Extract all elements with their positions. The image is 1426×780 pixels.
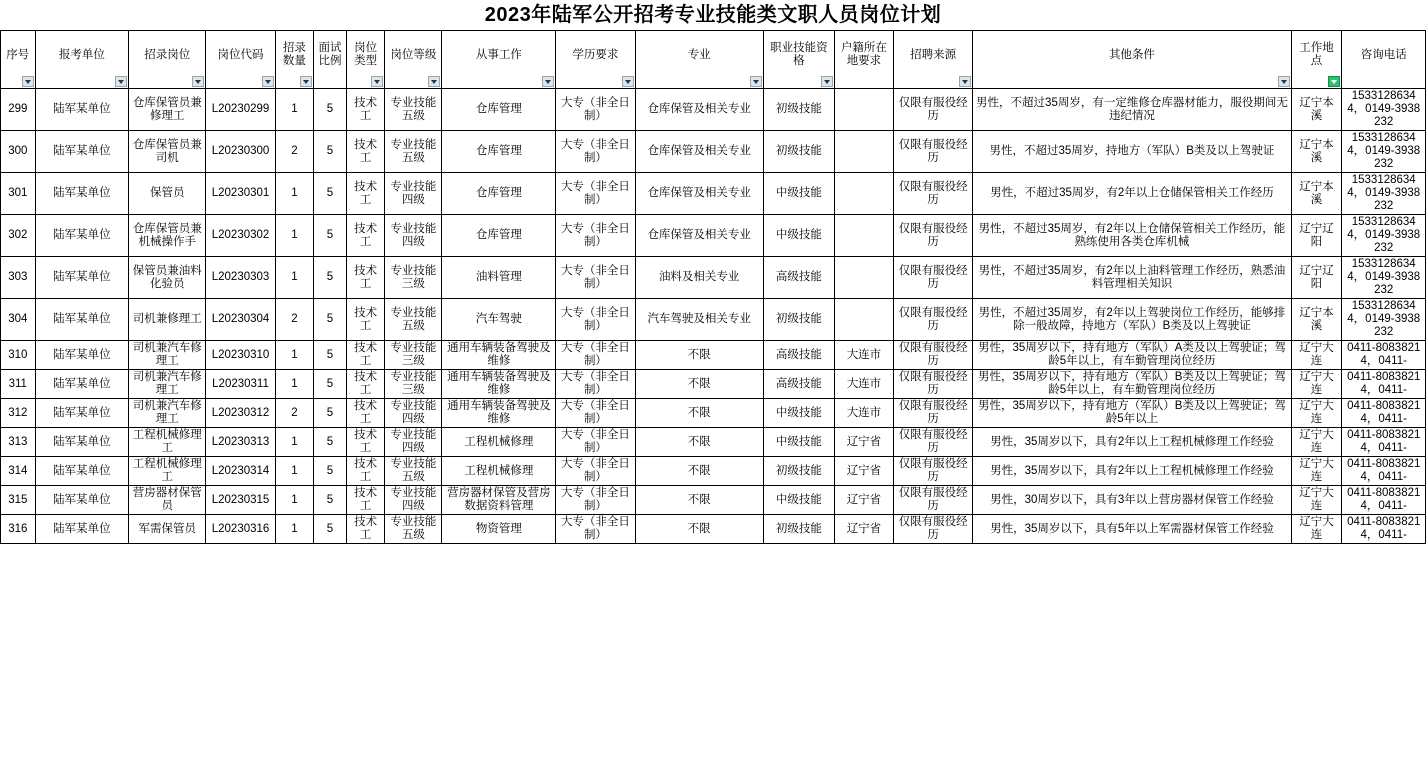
- cell-post: 营房器材保管员: [129, 486, 206, 515]
- cell-place: 辽宁大连: [1291, 428, 1342, 457]
- cell-work: 物资管理: [442, 515, 556, 544]
- cell-major: 仓库保管及相关专业: [635, 215, 763, 257]
- cell-type: 技术工: [346, 257, 385, 299]
- cell-post: 仓库保管员兼修理工: [129, 89, 206, 131]
- cell-work: 仓库管理: [442, 89, 556, 131]
- column-header-1: [35, 31, 129, 89]
- cell-other: 男性，不超过35周岁，持地方（军队）B类及以上驾驶证: [973, 131, 1291, 173]
- cell-count: 1: [275, 215, 314, 257]
- cell-post: 仓库保管员兼司机: [129, 131, 206, 173]
- column-header-label: 工作地点: [1299, 42, 1334, 67]
- cell-phone: 0411-80838214，0411-: [1342, 486, 1426, 515]
- cell-other: 男性，35周岁以下，持有地方（军队）B类及以上驾驶证；驾龄5年以上: [973, 399, 1291, 428]
- cell-count: 2: [275, 399, 314, 428]
- cell-hukou: [834, 89, 893, 131]
- cell-skill: 初级技能: [763, 131, 834, 173]
- cell-other: 男性，30周岁以下，具有3年以上营房器材保管工作经验: [973, 486, 1291, 515]
- cell-work: 油料管理: [442, 257, 556, 299]
- cell-place: 辽宁本溪: [1291, 299, 1342, 341]
- cell-place: 辽宁大连: [1291, 457, 1342, 486]
- filter-dropdown-icon[interactable]: [262, 76, 274, 87]
- cell-unit: 陆军某单位: [35, 486, 129, 515]
- cell-type: 技术工: [346, 370, 385, 399]
- cell-post: 司机兼汽车修理工: [129, 341, 206, 370]
- cell-type: 技术工: [346, 457, 385, 486]
- cell-type: 技术工: [346, 341, 385, 370]
- cell-count: 1: [275, 428, 314, 457]
- filter-dropdown-icon[interactable]: [622, 76, 634, 87]
- cell-other: 男性，35周岁以下，具有5年以上军需器材保管工作经验: [973, 515, 1291, 544]
- cell-major: 仓库保管及相关专业: [635, 131, 763, 173]
- column-header-15: [1291, 31, 1342, 89]
- column-header-16: [1342, 31, 1426, 89]
- cell-phone: 15331286344，0149-3938232: [1342, 257, 1426, 299]
- cell-major: 不限: [635, 370, 763, 399]
- cell-ratio: 5: [314, 257, 347, 299]
- cell-level: 专业技能四级: [385, 173, 442, 215]
- cell-code: L20230303: [206, 257, 275, 299]
- cell-code: L20230316: [206, 515, 275, 544]
- cell-code: L20230315: [206, 486, 275, 515]
- cell-edu: 大专（非全日制）: [556, 428, 635, 457]
- filter-dropdown-icon[interactable]: [192, 76, 204, 87]
- cell-unit: 陆军某单位: [35, 215, 129, 257]
- cell-level: 专业技能三级: [385, 370, 442, 399]
- column-header-label: 岗位等级: [390, 48, 437, 61]
- cell-skill: 高级技能: [763, 341, 834, 370]
- cell-edu: 大专（非全日制）: [556, 173, 635, 215]
- cell-no: 316: [1, 515, 36, 544]
- cell-edu: 大专（非全日制）: [556, 215, 635, 257]
- table-row: [1, 341, 1426, 370]
- cell-phone: 0411-80838214，0411-: [1342, 428, 1426, 457]
- cell-count: 1: [275, 370, 314, 399]
- cell-level: 专业技能五级: [385, 89, 442, 131]
- cell-skill: 中级技能: [763, 215, 834, 257]
- cell-unit: 陆军某单位: [35, 428, 129, 457]
- cell-post: 军需保管员: [129, 515, 206, 544]
- cell-work: 工程机械修理: [442, 428, 556, 457]
- cell-source: 仅限有服役经历: [893, 457, 972, 486]
- column-header-label: 招录数量: [282, 42, 306, 67]
- column-header-6: [346, 31, 385, 89]
- cell-work: 仓库管理: [442, 215, 556, 257]
- cell-skill: 初级技能: [763, 89, 834, 131]
- cell-hukou: 大连市: [834, 341, 893, 370]
- cell-place: 辽宁大连: [1291, 399, 1342, 428]
- cell-work: 工程机械修理: [442, 457, 556, 486]
- cell-ratio: 5: [314, 515, 347, 544]
- column-header-label: 户籍所在地要求: [840, 42, 887, 67]
- cell-level: 专业技能四级: [385, 215, 442, 257]
- cell-phone: 0411-80838214，0411-: [1342, 370, 1426, 399]
- filter-dropdown-icon[interactable]: [1278, 76, 1290, 87]
- cell-code: L20230312: [206, 399, 275, 428]
- cell-hukou: 大连市: [834, 370, 893, 399]
- cell-source: 仅限有服役经历: [893, 399, 972, 428]
- cell-major: 不限: [635, 457, 763, 486]
- cell-edu: 大专（非全日制）: [556, 486, 635, 515]
- cell-phone: 0411-80838214，0411-: [1342, 341, 1426, 370]
- cell-type: 技术工: [346, 131, 385, 173]
- column-header-14: [973, 31, 1291, 89]
- cell-no: 300: [1, 131, 36, 173]
- cell-major: 汽车驾驶及相关专业: [635, 299, 763, 341]
- cell-ratio: 5: [314, 89, 347, 131]
- cell-post: 保管员: [129, 173, 206, 215]
- column-header-5: [314, 31, 347, 89]
- cell-other: 男性，35周岁以下，具有2年以上工程机械修理工作经验: [973, 457, 1291, 486]
- cell-skill: 初级技能: [763, 457, 834, 486]
- column-header-label: 其他条件: [1108, 48, 1155, 61]
- job-plan-table: [0, 30, 1426, 544]
- cell-source: 仅限有服役经历: [893, 486, 972, 515]
- cell-work: 仓库管理: [442, 131, 556, 173]
- cell-ratio: 5: [314, 341, 347, 370]
- cell-count: 1: [275, 89, 314, 131]
- cell-no: 313: [1, 428, 36, 457]
- cell-edu: 大专（非全日制）: [556, 89, 635, 131]
- cell-phone: 0411-80838214，0411-: [1342, 457, 1426, 486]
- cell-skill: 高级技能: [763, 370, 834, 399]
- cell-hukou: 辽宁省: [834, 515, 893, 544]
- cell-other: 男性，不超过35周岁，有2年以上油料管理工作经历，熟悉油料管理相关知识: [973, 257, 1291, 299]
- cell-post: 工程机械修理工: [129, 428, 206, 457]
- column-header-4: [275, 31, 314, 89]
- cell-type: 技术工: [346, 428, 385, 457]
- filter-dropdown-icon[interactable]: [300, 76, 312, 87]
- column-header-label: 序号: [6, 48, 30, 61]
- cell-other: 男性，不超过35周岁，有一定维修仓库器材能力，服役期间无违纪情况: [973, 89, 1291, 131]
- cell-unit: 陆军某单位: [35, 299, 129, 341]
- table-row: [1, 299, 1426, 341]
- cell-level: 专业技能五级: [385, 515, 442, 544]
- cell-level: 专业技能五级: [385, 299, 442, 341]
- cell-skill: 中级技能: [763, 399, 834, 428]
- cell-edu: 大专（非全日制）: [556, 515, 635, 544]
- column-header-label: 报考单位: [58, 48, 105, 61]
- cell-phone: 15331286344，0149-3938232: [1342, 131, 1426, 173]
- cell-place: 辽宁大连: [1291, 486, 1342, 515]
- cell-phone: 0411-80838214，0411-: [1342, 515, 1426, 544]
- cell-place: 辽宁本溪: [1291, 173, 1342, 215]
- cell-source: 仅限有服役经历: [893, 370, 972, 399]
- column-header-label: 面试比例: [318, 42, 342, 67]
- column-header-label: 专业: [687, 48, 711, 61]
- cell-major: 不限: [635, 399, 763, 428]
- filter-dropdown-icon[interactable]: [115, 76, 127, 87]
- cell-source: 仅限有服役经历: [893, 131, 972, 173]
- column-header-9: [556, 31, 635, 89]
- cell-skill: 高级技能: [763, 257, 834, 299]
- cell-skill: 中级技能: [763, 173, 834, 215]
- cell-ratio: 5: [314, 173, 347, 215]
- cell-count: 1: [275, 173, 314, 215]
- column-header-10: [635, 31, 763, 89]
- cell-hukou: [834, 215, 893, 257]
- cell-level: 专业技能五级: [385, 131, 442, 173]
- table-row: [1, 131, 1426, 173]
- cell-phone: 15331286344，0149-3938232: [1342, 299, 1426, 341]
- cell-no: 299: [1, 89, 36, 131]
- cell-code: L20230304: [206, 299, 275, 341]
- cell-edu: 大专（非全日制）: [556, 457, 635, 486]
- cell-place: 辽宁辽阳: [1291, 257, 1342, 299]
- filter-dropdown-icon[interactable]: [821, 76, 833, 87]
- cell-post: 司机兼汽车修理工: [129, 370, 206, 399]
- cell-source: 仅限有服役经历: [893, 515, 972, 544]
- cell-type: 技术工: [346, 486, 385, 515]
- cell-skill: 初级技能: [763, 515, 834, 544]
- cell-code: L20230299: [206, 89, 275, 131]
- table-row: [1, 370, 1426, 399]
- cell-level: 专业技能四级: [385, 486, 442, 515]
- cell-place: 辽宁辽阳: [1291, 215, 1342, 257]
- cell-edu: 大专（非全日制）: [556, 257, 635, 299]
- cell-phone: 15331286344，0149-3938232: [1342, 173, 1426, 215]
- cell-no: 310: [1, 341, 36, 370]
- cell-skill: 初级技能: [763, 299, 834, 341]
- column-header-8: [442, 31, 556, 89]
- cell-code: L20230311: [206, 370, 275, 399]
- cell-unit: 陆军某单位: [35, 370, 129, 399]
- filter-dropdown-icon[interactable]: [959, 76, 971, 87]
- column-header-label: 学历要求: [572, 48, 619, 61]
- filter-dropdown-icon[interactable]: [750, 76, 762, 87]
- cell-ratio: 5: [314, 215, 347, 257]
- cell-major: 油料及相关专业: [635, 257, 763, 299]
- column-header-label: 招聘来源: [910, 48, 957, 61]
- column-header-label: 从事工作: [475, 48, 522, 61]
- cell-type: 技术工: [346, 173, 385, 215]
- table-row: [1, 486, 1426, 515]
- column-header-label: 咨询电话: [1360, 48, 1407, 61]
- column-header-label: 岗位类型: [354, 42, 378, 67]
- filter-dropdown-icon[interactable]: [1328, 76, 1340, 87]
- cell-count: 1: [275, 341, 314, 370]
- cell-major: 仓库保管及相关专业: [635, 89, 763, 131]
- cell-hukou: 辽宁省: [834, 428, 893, 457]
- cell-no: 312: [1, 399, 36, 428]
- cell-edu: 大专（非全日制）: [556, 399, 635, 428]
- cell-ratio: 5: [314, 486, 347, 515]
- cell-no: 302: [1, 215, 36, 257]
- cell-place: 辽宁大连: [1291, 370, 1342, 399]
- cell-skill: 中级技能: [763, 486, 834, 515]
- cell-other: 男性，不超过35周岁，有2年以上驾驶岗位工作经历，能够排除一般故障，持地方（军队）B类及以上驾驶证: [973, 299, 1291, 341]
- cell-code: L20230300: [206, 131, 275, 173]
- table-row: [1, 399, 1426, 428]
- cell-unit: 陆军某单位: [35, 131, 129, 173]
- cell-edu: 大专（非全日制）: [556, 131, 635, 173]
- cell-work: 通用车辆装备驾驶及维修: [442, 370, 556, 399]
- cell-post: 工程机械修理工: [129, 457, 206, 486]
- cell-source: 仅限有服役经历: [893, 257, 972, 299]
- cell-unit: 陆军某单位: [35, 399, 129, 428]
- cell-ratio: 5: [314, 299, 347, 341]
- cell-major: 不限: [635, 515, 763, 544]
- cell-type: 技术工: [346, 515, 385, 544]
- table-row: [1, 457, 1426, 486]
- table-row: [1, 173, 1426, 215]
- cell-work: 营房器材保管及营房数据资料管理: [442, 486, 556, 515]
- cell-place: 辽宁本溪: [1291, 89, 1342, 131]
- cell-place: 辽宁大连: [1291, 515, 1342, 544]
- cell-unit: 陆军某单位: [35, 89, 129, 131]
- cell-type: 技术工: [346, 299, 385, 341]
- cell-post: 仓库保管员兼机械操作手: [129, 215, 206, 257]
- cell-post: 司机兼汽车修理工: [129, 399, 206, 428]
- cell-other: 男性，不超过35周岁，有2年以上仓储保管相关工作经历: [973, 173, 1291, 215]
- cell-hukou: 辽宁省: [834, 486, 893, 515]
- cell-ratio: 5: [314, 428, 347, 457]
- table-row: [1, 428, 1426, 457]
- cell-hukou: [834, 131, 893, 173]
- cell-post: 司机兼修理工: [129, 299, 206, 341]
- cell-count: 2: [275, 299, 314, 341]
- cell-source: 仅限有服役经历: [893, 341, 972, 370]
- cell-hukou: [834, 257, 893, 299]
- column-header-3: [206, 31, 275, 89]
- cell-major: 不限: [635, 486, 763, 515]
- cell-work: 通用车辆装备驾驶及维修: [442, 399, 556, 428]
- table-header-row: [1, 31, 1426, 89]
- cell-ratio: 5: [314, 131, 347, 173]
- cell-count: 1: [275, 486, 314, 515]
- cell-hukou: 大连市: [834, 399, 893, 428]
- filter-dropdown-icon[interactable]: [22, 76, 34, 87]
- cell-work: 仓库管理: [442, 173, 556, 215]
- cell-no: 315: [1, 486, 36, 515]
- cell-major: 不限: [635, 428, 763, 457]
- cell-post: 保管员兼油料化验员: [129, 257, 206, 299]
- cell-hukou: [834, 299, 893, 341]
- cell-phone: 15331286344，0149-3938232: [1342, 89, 1426, 131]
- cell-work: 汽车驾驶: [442, 299, 556, 341]
- cell-level: 专业技能三级: [385, 257, 442, 299]
- cell-place: 辽宁本溪: [1291, 131, 1342, 173]
- cell-count: 1: [275, 457, 314, 486]
- cell-unit: 陆军某单位: [35, 257, 129, 299]
- table-row: [1, 515, 1426, 544]
- cell-no: 303: [1, 257, 36, 299]
- filter-dropdown-icon[interactable]: [371, 76, 383, 87]
- table-row: [1, 89, 1426, 131]
- cell-code: L20230302: [206, 215, 275, 257]
- cell-place: 辽宁大连: [1291, 341, 1342, 370]
- cell-major: 不限: [635, 341, 763, 370]
- cell-no: 301: [1, 173, 36, 215]
- cell-count: 2: [275, 131, 314, 173]
- column-header-13: [893, 31, 972, 89]
- cell-level: 专业技能五级: [385, 457, 442, 486]
- page-title: 2023年陆军公开招考专业技能类文职人员岗位计划: [484, 4, 942, 26]
- cell-unit: 陆军某单位: [35, 457, 129, 486]
- cell-edu: 大专（非全日制）: [556, 370, 635, 399]
- cell-unit: 陆军某单位: [35, 515, 129, 544]
- cell-level: 专业技能四级: [385, 399, 442, 428]
- cell-count: 1: [275, 515, 314, 544]
- cell-level: 专业技能四级: [385, 428, 442, 457]
- cell-type: 技术工: [346, 89, 385, 131]
- cell-level: 专业技能三级: [385, 341, 442, 370]
- column-header-7: [385, 31, 442, 89]
- cell-source: 仅限有服役经历: [893, 173, 972, 215]
- cell-code: L20230314: [206, 457, 275, 486]
- column-header-label: 招录岗位: [144, 48, 191, 61]
- column-header-label: 职业技能资格: [770, 42, 828, 67]
- filter-dropdown-icon[interactable]: [428, 76, 440, 87]
- cell-no: 314: [1, 457, 36, 486]
- cell-skill: 中级技能: [763, 428, 834, 457]
- cell-edu: 大专（非全日制）: [556, 341, 635, 370]
- cell-code: L20230301: [206, 173, 275, 215]
- cell-type: 技术工: [346, 399, 385, 428]
- cell-edu: 大专（非全日制）: [556, 299, 635, 341]
- cell-phone: 15331286344，0149-3938232: [1342, 215, 1426, 257]
- column-header-label: 岗位代码: [217, 48, 264, 61]
- cell-ratio: 5: [314, 370, 347, 399]
- cell-major: 仓库保管及相关专业: [635, 173, 763, 215]
- cell-source: 仅限有服役经历: [893, 299, 972, 341]
- table-row: [1, 257, 1426, 299]
- cell-other: 男性，35周岁以下，持有地方（军队）B类及以上驾驶证；驾龄5年以上，有车勤管理岗位经历: [973, 370, 1291, 399]
- cell-type: 技术工: [346, 215, 385, 257]
- cell-hukou: [834, 173, 893, 215]
- cell-source: 仅限有服役经历: [893, 428, 972, 457]
- column-header-12: [834, 31, 893, 89]
- cell-source: 仅限有服役经历: [893, 89, 972, 131]
- cell-phone: 0411-80838214，0411-: [1342, 399, 1426, 428]
- cell-source: 仅限有服役经历: [893, 215, 972, 257]
- cell-unit: 陆军某单位: [35, 173, 129, 215]
- column-header-11: [763, 31, 834, 89]
- column-header-0: [1, 31, 36, 89]
- cell-other: 男性，35周岁以下，具有2年以上工程机械修理工作经验: [973, 428, 1291, 457]
- cell-no: 304: [1, 299, 36, 341]
- cell-other: 男性，35周岁以下，持有地方（军队）A类及以上驾驶证；驾龄5年以上，有车勤管理岗位经历: [973, 341, 1291, 370]
- table-row: [1, 215, 1426, 257]
- cell-work: 通用车辆装备驾驶及维修: [442, 341, 556, 370]
- cell-hukou: 辽宁省: [834, 457, 893, 486]
- cell-unit: 陆军某单位: [35, 341, 129, 370]
- column-header-2: [129, 31, 206, 89]
- cell-code: L20230310: [206, 341, 275, 370]
- cell-count: 1: [275, 257, 314, 299]
- cell-ratio: 5: [314, 399, 347, 428]
- cell-ratio: 5: [314, 457, 347, 486]
- cell-other: 男性，不超过35周岁，有2年以上仓储保管相关工作经历，能熟练使用各类仓库机械: [973, 215, 1291, 257]
- cell-no: 311: [1, 370, 36, 399]
- cell-code: L20230313: [206, 428, 275, 457]
- filter-dropdown-icon[interactable]: [542, 76, 554, 87]
